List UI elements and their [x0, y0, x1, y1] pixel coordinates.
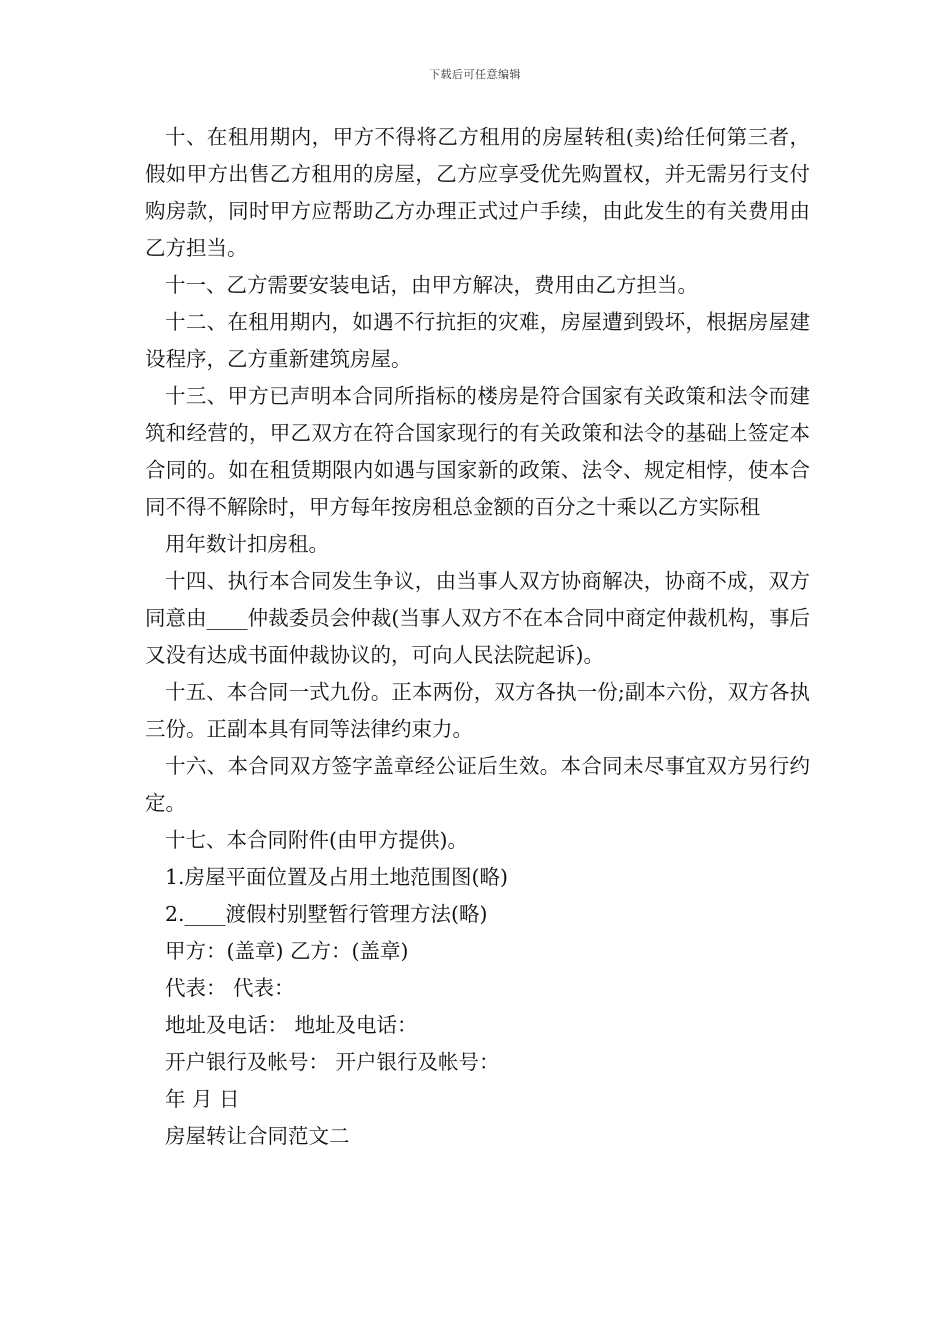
clause-14: 十四、执行本合同发生争议，由当事人双方协商解决，协商不成，双方同意由____仲裁委员会仲裁(当事人双方不在本合同中商定仲裁机构，事后又没有达成书面仲裁协议的，可向人民法院起诉)。	[145, 569, 810, 667]
clause-17: 十七、本合同附件(由甲方提供)。	[165, 828, 468, 852]
clause-12: 十二、在租用期内，如遇不行抗拒的灾难，房屋遭到毁坏，根据房屋建设程序，乙方重新建筑房屋。	[145, 310, 810, 371]
date-line: 年 月 日	[165, 1087, 240, 1111]
clause-13-continued: 用年数计扣房租。	[165, 532, 329, 556]
next-section-title: 房屋转让合同范文二	[165, 1124, 350, 1148]
bank-account-line: 开户银行及帐号： 开户银行及帐号：	[165, 1050, 500, 1074]
clause-16: 十六、本合同双方签字盖章经公证后生效。本合同未尽事宜双方另行约定。	[145, 754, 810, 815]
address-phone-line: 地址及电话： 地址及电话：	[165, 1013, 418, 1037]
clause-15: 十五、本合同一式九份。正本两份，双方各执一份;副本六份，双方各执三份。正副本具有同等法律约束力。	[145, 680, 810, 741]
clause-10: 十、在租用期内，甲方不得将乙方租用的房屋转租(卖)给任何第三者，假如甲方出售乙方租用的房屋，乙方应享受优先购置权，并无需另行支付购房款，同时甲方应帮助乙方办理正式过户手续，由此发生的有关费用由乙方担当。	[145, 125, 810, 260]
attachment-2: 2.____渡假村别墅暂行管理方法(略)	[165, 902, 488, 926]
page-header-note: 下载后可任意编辑	[429, 68, 521, 81]
clause-11: 十一、乙方需要安装电话，由甲方解决，费用由乙方担当。	[165, 273, 698, 297]
clause-13: 十三、甲方已声明本合同所指标的楼房是符合国家有关政策和法令而建筑和经营的，甲乙双方在符合国家现行的有关政策和法令的基础上签定本合同的。如在租赁期限内如遇与国家新的政策、法令、规定相悖，使本合同不得不解除时，甲方每年按房租总金额的百分之十乘以乙方实际租	[145, 384, 810, 519]
contract-body	[145, 119, 810, 1155]
representative-line: 代表： 代表：	[165, 976, 295, 1000]
attachment-1: 1.房屋平面位置及占用土地范围图(略)	[165, 865, 509, 889]
signature-party-line: 甲方：(盖章) 乙方：(盖章)	[165, 939, 409, 963]
